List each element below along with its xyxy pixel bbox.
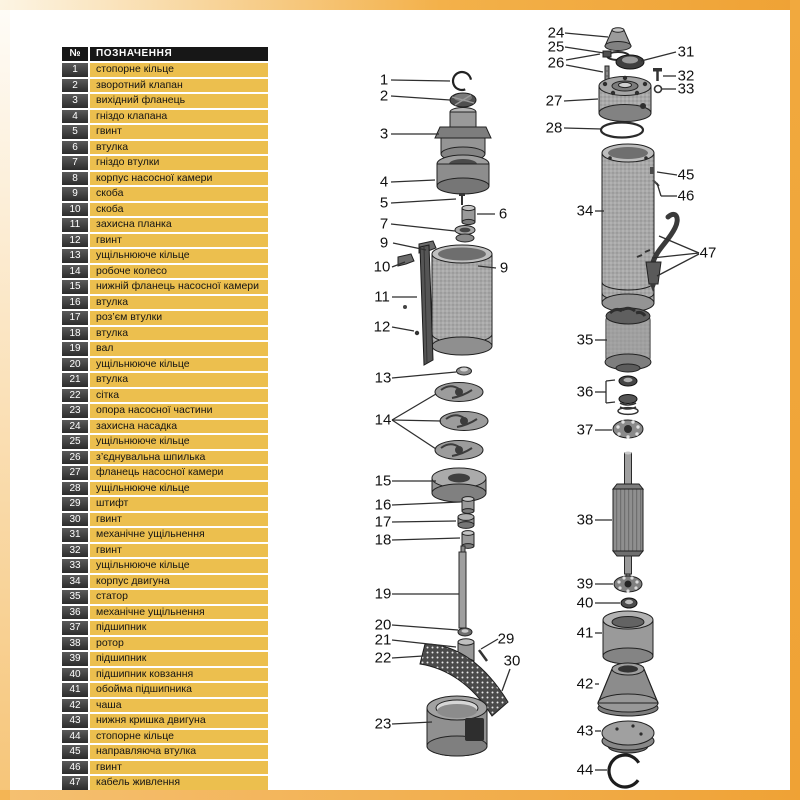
callout-35: 35 <box>576 331 594 349</box>
guard-plate-part <box>420 245 433 365</box>
mech-seal-31-part <box>616 55 644 69</box>
part-number: 11 <box>62 218 88 232</box>
outlet-flange-part <box>435 108 491 162</box>
part-name: вал <box>90 342 268 356</box>
callout-23: 23 <box>374 715 392 733</box>
part-name: механічне ущільнення <box>90 528 268 542</box>
callout-26: 26 <box>547 54 565 72</box>
part-name: нижній фланець насосної камери <box>90 280 268 294</box>
lower-flange-part <box>432 468 486 502</box>
seal-ring-33-part <box>655 86 662 93</box>
screw-5-part <box>459 193 465 205</box>
callout-43: 43 <box>576 722 594 740</box>
bushing-seat-part <box>455 226 475 243</box>
part-number: 38 <box>62 637 88 651</box>
callout-42: 42 <box>576 675 594 693</box>
callout-34: 34 <box>576 202 594 220</box>
callout-10: 10 <box>373 258 391 276</box>
callout-29: 29 <box>497 630 515 648</box>
callout-38: 38 <box>576 511 594 529</box>
bushing-6-part <box>462 205 475 224</box>
part-name: гніздо клапана <box>90 110 268 124</box>
part-number: 3 <box>62 94 88 108</box>
callout-15: 15 <box>374 472 392 490</box>
callout-27: 27 <box>545 92 563 110</box>
callout-31: 31 <box>677 43 695 61</box>
part-name: нижня кришка двигуна <box>90 714 268 728</box>
callout-19: 19 <box>374 585 392 603</box>
part-name: гвинт <box>90 761 268 775</box>
part-name: зворотний клапан <box>90 79 268 93</box>
part-number: 17 <box>62 311 88 325</box>
part-name: з’єднувальна шпилька <box>90 451 268 465</box>
callout-30: 30 <box>503 652 521 670</box>
part-name: гвинт <box>90 544 268 558</box>
motor-cover-part <box>602 721 654 753</box>
callout-36: 36 <box>576 383 594 401</box>
callout-22: 22 <box>374 649 392 667</box>
part-number: 14 <box>62 265 88 279</box>
part-number: 23 <box>62 404 88 418</box>
pin-part <box>479 650 487 661</box>
part-number: 16 <box>62 296 88 310</box>
cup-part <box>598 663 658 716</box>
part-name: підшипник <box>90 652 268 666</box>
callout-17: 17 <box>374 513 392 531</box>
callout-25: 25 <box>547 38 565 56</box>
part-name: робоче колесо <box>90 265 268 279</box>
part-number: 28 <box>62 482 88 496</box>
part-name: гніздо втулки <box>90 156 268 170</box>
part-name: підшипник ковзання <box>90 668 268 682</box>
callout-40: 40 <box>576 594 594 612</box>
part-name: роз’єм втулки <box>90 311 268 325</box>
part-name: механічне ущільнення <box>90 606 268 620</box>
part-name: ротор <box>90 637 268 651</box>
slide-bearing-part <box>621 598 637 608</box>
part-name: захисна планка <box>90 218 268 232</box>
callout-16: 16 <box>374 496 392 514</box>
callout-5: 5 <box>379 194 389 212</box>
part-name: стопорне кільце <box>90 63 268 77</box>
part-number: 35 <box>62 590 88 604</box>
callout-33: 33 <box>677 80 695 98</box>
part-name: стопорне кільце <box>90 730 268 744</box>
part-number: 44 <box>62 730 88 744</box>
stator-part <box>605 308 651 372</box>
callout-24: 24 <box>547 24 565 42</box>
callout-1: 1 <box>379 71 389 89</box>
callout-7: 7 <box>379 215 389 233</box>
rotor-part <box>613 452 643 581</box>
motor-housing-part <box>602 144 654 312</box>
part-number: 36 <box>62 606 88 620</box>
oring-28-part <box>601 123 643 138</box>
callout-32: 32 <box>677 67 695 85</box>
part-number: 22 <box>62 389 88 403</box>
part-name: гвинт <box>90 234 268 248</box>
part-name: корпус насосної камери <box>90 172 268 186</box>
bushing-16-part <box>462 497 474 514</box>
snap-ring-part <box>450 69 473 92</box>
part-number: 37 <box>62 621 88 635</box>
part-number: 8 <box>62 172 88 186</box>
part-number: 21 <box>62 373 88 387</box>
bearing-holder-part <box>603 611 653 664</box>
part-number: 42 <box>62 699 88 713</box>
pump-support-part <box>427 696 487 756</box>
part-number: 34 <box>62 575 88 589</box>
callout-9: 9 <box>379 234 389 252</box>
part-name: втулка <box>90 141 268 155</box>
part-name: втулка <box>90 373 268 387</box>
part-name: обойма підшипника <box>90 683 268 697</box>
callout-21: 21 <box>374 631 392 649</box>
callout-3: 3 <box>379 125 389 143</box>
callout-46: 46 <box>677 187 695 205</box>
part-name: захисна насадка <box>90 420 268 434</box>
part-name: штифт <box>90 497 268 511</box>
part-name: статор <box>90 590 268 604</box>
part-number: 45 <box>62 745 88 759</box>
callout-4: 4 <box>379 173 389 191</box>
part-name: ущільнююче кільце <box>90 358 268 372</box>
part-name: ущільнююче кільце <box>90 559 268 573</box>
col-header-number: № <box>62 47 88 61</box>
callout-47: 47 <box>699 244 717 262</box>
impellers-part <box>435 383 488 460</box>
part-number: 46 <box>62 761 88 775</box>
valve-seat-part <box>437 155 489 194</box>
callout-45: 45 <box>677 166 695 184</box>
part-number: 31 <box>62 528 88 542</box>
part-number: 10 <box>62 203 88 217</box>
chamber-flange-part <box>599 76 651 122</box>
part-name: кабель живлення <box>90 776 268 790</box>
part-name: скоба <box>90 203 268 217</box>
part-name: скоба <box>90 187 268 201</box>
part-number: 19 <box>62 342 88 356</box>
part-number: 2 <box>62 79 88 93</box>
part-number: 32 <box>62 544 88 558</box>
callout-41: 41 <box>576 624 594 642</box>
part-name: сітка <box>90 389 268 403</box>
part-name: ущільнююче кільце <box>90 482 268 496</box>
seal-ring-13-part <box>457 367 472 375</box>
mech-seal-36-part <box>618 376 638 414</box>
callout-20: 20 <box>374 616 392 634</box>
callout-37: 37 <box>576 421 594 439</box>
bearing-39-part <box>614 576 642 593</box>
part-name: корпус двигуна <box>90 575 268 589</box>
part-number: 18 <box>62 327 88 341</box>
seal-ring-20-part <box>458 628 472 636</box>
shaft-part <box>459 546 466 628</box>
part-number: 9 <box>62 187 88 201</box>
callout-28: 28 <box>545 119 563 137</box>
part-name: підшипник <box>90 621 268 635</box>
part-name: вихідний фланець <box>90 94 268 108</box>
part-name: гвинт <box>90 125 268 139</box>
pump-chamber-housing-part <box>432 245 492 355</box>
callout-9: 9 <box>499 259 509 277</box>
part-name: направляюча втулка <box>90 745 268 759</box>
part-name: гвинт <box>90 513 268 527</box>
part-number: 43 <box>62 714 88 728</box>
part-number: 1 <box>62 63 88 77</box>
part-number: 33 <box>62 559 88 573</box>
callout-6: 6 <box>498 205 508 223</box>
part-name: фланець насосної камери <box>90 466 268 480</box>
callout-2: 2 <box>379 87 389 105</box>
col-header-name: ПОЗНАЧЕННЯ <box>90 47 268 61</box>
callout-18: 18 <box>374 531 392 549</box>
callout-44: 44 <box>576 761 594 779</box>
part-name: втулка <box>90 296 268 310</box>
part-number: 39 <box>62 652 88 666</box>
part-number: 47 <box>62 776 88 790</box>
part-number: 24 <box>62 420 88 434</box>
part-number: 40 <box>62 668 88 682</box>
screw-32-part <box>653 68 662 81</box>
check-valve-part <box>450 93 476 107</box>
part-number: 6 <box>62 141 88 155</box>
part-number: 26 <box>62 451 88 465</box>
part-name: втулка <box>90 327 268 341</box>
part-number: 15 <box>62 280 88 294</box>
part-number: 25 <box>62 435 88 449</box>
callout-13: 13 <box>374 369 392 387</box>
bushing-coupler-part <box>458 514 474 529</box>
snap-ring-44-part <box>603 749 648 794</box>
protective-cap-part <box>605 28 631 51</box>
part-number: 29 <box>62 497 88 511</box>
callout-39: 39 <box>576 575 594 593</box>
bearing-37-part <box>613 420 643 439</box>
part-name: чаша <box>90 699 268 713</box>
part-number: 13 <box>62 249 88 263</box>
part-number: 41 <box>62 683 88 697</box>
part-number: 27 <box>62 466 88 480</box>
part-number: 5 <box>62 125 88 139</box>
part-name: опора насосної частини <box>90 404 268 418</box>
part-number: 4 <box>62 110 88 124</box>
callout-12: 12 <box>373 318 391 336</box>
part-number: 12 <box>62 234 88 248</box>
part-number: 7 <box>62 156 88 170</box>
callout-11: 11 <box>374 288 390 306</box>
part-number: 20 <box>62 358 88 372</box>
part-name: ущільнююче кільце <box>90 249 268 263</box>
callout-14: 14 <box>374 411 392 429</box>
part-number: 30 <box>62 513 88 527</box>
part-name: ущільнююче кільце <box>90 435 268 449</box>
